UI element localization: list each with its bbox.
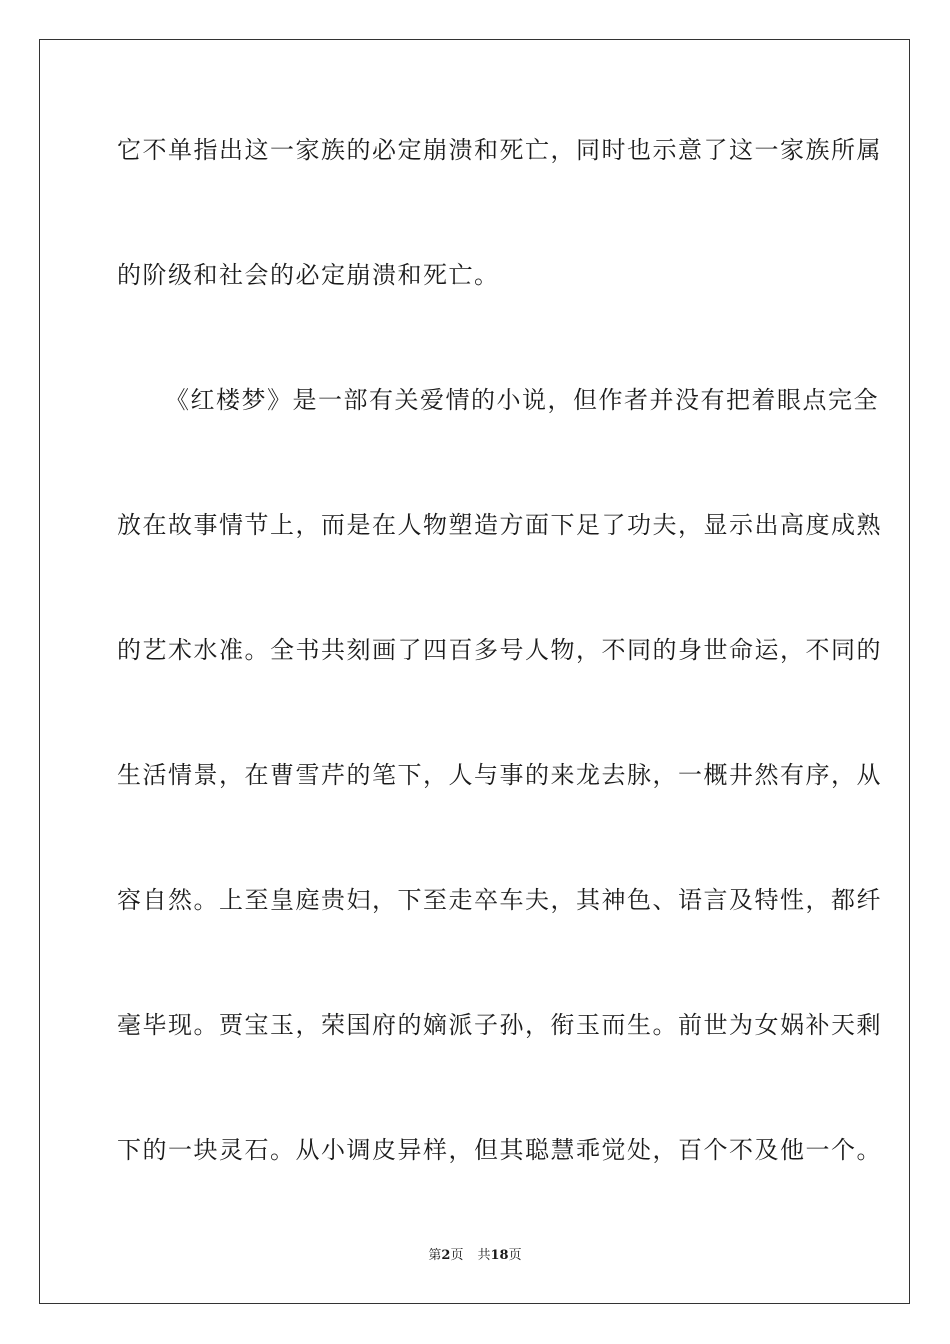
total-suffix: 页 [508,1248,522,1263]
body-text-line: 它不单指出这一家族的必定崩溃和死亡，同时也示意了这一家族所属 [117,136,882,164]
total-prefix: 共 [477,1248,491,1263]
total-pages: 18 [490,1248,509,1263]
page-border [39,39,910,1304]
body-text-line: 容自然。上至皇庭贵妇，下至走卒车夫，其神色、语言及特性，都纤 [117,886,882,914]
body-text-line: 放在故事情节上，而是在人物塑造方面下足了功夫，显示出高度成熟 [117,511,882,539]
page-prefix: 第 [428,1248,442,1263]
body-text-line: 下的一块灵石。从小调皮异样，但其聪慧乖觉处，百个不及他一个。 [117,1136,882,1164]
body-text-line: 生活情景，在曹雪芹的笔下，人与事的来龙去脉，一概井然有序，从 [117,761,882,789]
page-footer [0,1247,950,1265]
page-suffix: 页 [450,1248,464,1263]
page-number: 2 [441,1248,451,1263]
body-text-line: 的艺术水准。全书共刻画了四百多号人物，不同的身世命运，不同的 [117,636,882,664]
body-text-line: 《红楼梦》是一部有关爱情的小说，但作者并没有把着眼点完全 [165,386,879,414]
body-text-line: 毫毕现。贾宝玉，荣国府的嫡派子孙，衔玉而生。前世为女娲补天剩 [117,1011,882,1039]
body-text-line: 的阶级和社会的必定崩溃和死亡。 [117,261,500,289]
